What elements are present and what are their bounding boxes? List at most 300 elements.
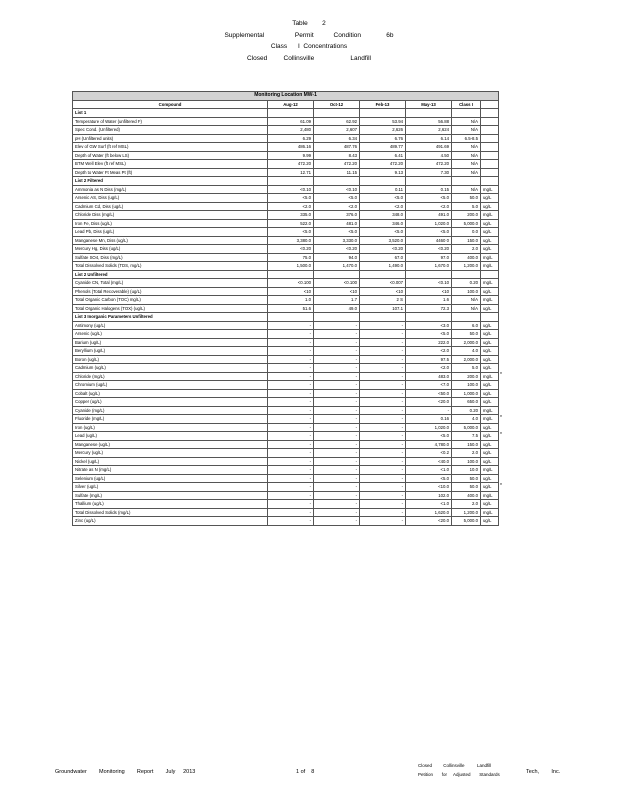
unit	[481, 126, 499, 135]
value-aug12: -	[268, 449, 314, 458]
table-row	[73, 457, 499, 466]
value-feb13: -	[360, 355, 406, 364]
compound-name: Iron (ug/L)	[73, 423, 268, 432]
compound-name: Boron (ug/L)	[73, 355, 268, 364]
value-aug12: 75.0	[268, 253, 314, 262]
title-line-1: Table 2	[292, 20, 326, 27]
unit: mg/L	[481, 262, 499, 271]
compound-name: Chloride (mg/L)	[73, 372, 268, 381]
value-aug12: <0.10	[268, 185, 314, 194]
compound-name: Depth to Water Ft Meas Pt (ft)	[73, 168, 268, 177]
value-aug12: -	[268, 330, 314, 339]
table-row	[73, 228, 499, 237]
value-oct12: 1.7	[314, 296, 360, 305]
compound-name: Antimony (ug/L)	[73, 321, 268, 330]
section-label: List 1	[73, 109, 268, 118]
unit: mg/L	[481, 296, 499, 305]
class-standard: 50.0	[452, 474, 481, 483]
value-may13: 97.5	[406, 355, 452, 364]
value-oct12: -	[314, 347, 360, 356]
value-aug12: -	[268, 491, 314, 500]
value-oct12: -	[314, 474, 360, 483]
value-feb13: -	[360, 364, 406, 373]
table-row	[73, 236, 499, 245]
compound-name: Manganese (ug/L)	[73, 440, 268, 449]
unit: mg/L	[481, 211, 499, 220]
unit	[481, 143, 499, 152]
class-standard: N/A	[452, 160, 481, 169]
value-aug12: -	[268, 517, 314, 526]
unit: ug/L	[481, 228, 499, 237]
value-oct12: 6.34	[314, 134, 360, 143]
value-oct12: -	[314, 466, 360, 475]
value-feb13: 348.0	[360, 211, 406, 220]
class-standard: 2.0	[452, 449, 481, 458]
compound-name: Mercury (ug/L)	[73, 449, 268, 458]
table-row	[73, 245, 499, 254]
value-may13: <5.0	[406, 432, 452, 441]
table-row	[73, 321, 499, 330]
value-may13: <20.0	[406, 517, 452, 526]
compound-name: Total Dissolved Solids (TDS, mg/L)	[73, 262, 268, 271]
compound-name: Total Organic Carbon (TOC) mg/L)	[73, 296, 268, 305]
value-may13: 0.15	[406, 185, 452, 194]
unit: ug/L	[481, 449, 499, 458]
compound-name: Total Dissolved Solids (mg/L)	[73, 508, 268, 517]
empty-cell	[360, 270, 406, 279]
value-may13: <0.2	[406, 449, 452, 458]
compound-name: Arsenic (ug/L)	[73, 330, 268, 339]
value-feb13: -	[360, 372, 406, 381]
class-standard: 150.0	[452, 440, 481, 449]
table-row	[73, 440, 499, 449]
value-aug12: -	[268, 508, 314, 517]
compound-name: Selenium (ug/L)	[73, 474, 268, 483]
footnote-asterisk: *	[500, 431, 502, 438]
value-may13: <0.10	[406, 279, 452, 288]
compound-name: Elev of GW Surf (ft ref MSL)	[73, 143, 268, 152]
table-row	[73, 211, 499, 220]
class-standard: 150.0	[452, 236, 481, 245]
value-may13: 6.14	[406, 134, 452, 143]
value-aug12: -	[268, 338, 314, 347]
table-row	[73, 160, 499, 169]
footnote-asterisk: *	[500, 414, 502, 421]
value-feb13: -	[360, 508, 406, 517]
value-oct12: <2.0	[314, 202, 360, 211]
compound-name: Arsenic AS, Diss (ug/L)	[73, 194, 268, 203]
value-may13: <5.0	[406, 194, 452, 203]
col-header-oct12: Oct-12	[314, 100, 360, 109]
value-oct12: <5.0	[314, 228, 360, 237]
col-header-aug12: Aug-12	[268, 100, 314, 109]
value-aug12: <5.0	[268, 194, 314, 203]
value-oct12: -	[314, 406, 360, 415]
table-row	[73, 287, 499, 296]
table-row	[73, 355, 499, 364]
empty-cell	[481, 270, 499, 279]
monitoring-location-banner: Monitoring Location MW-1	[73, 92, 499, 101]
unit: mg/L	[481, 372, 499, 381]
value-aug12: <0.20	[268, 245, 314, 254]
value-oct12: -	[314, 449, 360, 458]
footer-petition: Petition for Adjusted Standards	[418, 772, 500, 777]
value-may13: 7.30	[406, 168, 452, 177]
compound-name: Spec Cond. (Unfiltered)	[73, 126, 268, 135]
table-row	[73, 466, 499, 475]
unit: mg/L	[481, 185, 499, 194]
value-feb13: -	[360, 457, 406, 466]
class-standard: 5,000.0	[452, 517, 481, 526]
value-aug12: 486.16	[268, 143, 314, 152]
value-feb13: <10	[360, 287, 406, 296]
title-line-4: Closed Collinsville Landfill	[247, 54, 371, 62]
value-may13: 1,670.0	[406, 262, 452, 271]
class-standard: 4.0	[452, 415, 481, 424]
class-standard: N/A	[452, 168, 481, 177]
value-feb13: 9.13	[360, 168, 406, 177]
unit: ug/L	[481, 347, 499, 356]
compound-name: Iron Fe, Diss (ug/L)	[73, 219, 268, 228]
empty-cell	[406, 177, 452, 186]
compound-name: Silver (ug/L)	[73, 483, 268, 492]
value-may13: 483.0	[406, 372, 452, 381]
value-aug12: -	[268, 415, 314, 424]
value-may13: <40.0	[406, 457, 452, 466]
empty-cell	[452, 109, 481, 118]
value-aug12: 522.0	[268, 219, 314, 228]
footer-company: Tech, Inc.	[526, 769, 561, 775]
table-row	[73, 372, 499, 381]
compound-name: Sulfate SO4, Diss (mg/L)	[73, 253, 268, 262]
footer-page-number: 1 of 8	[296, 769, 315, 775]
value-aug12: 3,380.0	[268, 236, 314, 245]
class-standard: 0.20	[452, 406, 481, 415]
value-feb13: <5.0	[360, 194, 406, 203]
class-standard: 50.0	[452, 483, 481, 492]
table-row	[73, 126, 499, 135]
unit: mg/L	[481, 406, 499, 415]
value-feb13: 53.94	[360, 117, 406, 126]
empty-cell	[268, 270, 314, 279]
unit: ug/L	[481, 500, 499, 509]
value-may13: <5.0	[406, 228, 452, 237]
compound-name: Mercury Hg, Diss (ug/L)	[73, 245, 268, 254]
compound-name: Cobalt (ug/L)	[73, 389, 268, 398]
unit: ug/L	[481, 287, 499, 296]
value-oct12: -	[314, 457, 360, 466]
compound-name: Cadmium Cd, Diss (ug/L)	[73, 202, 268, 211]
table-row	[73, 483, 499, 492]
value-may13: 4,780.0	[406, 440, 452, 449]
unit: ug/L	[481, 304, 499, 313]
empty-cell	[452, 313, 481, 322]
table-row	[73, 491, 499, 500]
unit: mg/L	[481, 415, 499, 424]
value-aug12: -	[268, 483, 314, 492]
value-feb13: 107.1	[360, 304, 406, 313]
value-may13: 72.3	[406, 304, 452, 313]
unit: ug/L	[481, 219, 499, 228]
value-aug12: -	[268, 321, 314, 330]
compound-name: Zinc (ug/L)	[73, 517, 268, 526]
class-standard: 6.0	[452, 321, 481, 330]
section-row	[73, 177, 499, 186]
value-feb13: -	[360, 517, 406, 526]
value-feb13: -	[360, 389, 406, 398]
value-feb13: 6.76	[360, 134, 406, 143]
class-standard: N/A	[452, 296, 481, 305]
value-feb13: -	[360, 500, 406, 509]
empty-cell	[452, 177, 481, 186]
value-aug12: -	[268, 423, 314, 432]
value-may13: <2.0	[406, 347, 452, 356]
class-standard: 5,000.0	[452, 219, 481, 228]
compound-name: BTM Well Elev (ft ref MSL)	[73, 160, 268, 169]
compound-name: Sulfate (mg/L)	[73, 491, 268, 500]
compound-name: Lead Pb, Diss (ug/L)	[73, 228, 268, 237]
value-feb13: 489.77	[360, 143, 406, 152]
unit: ug/L	[481, 432, 499, 441]
value-may13: 4460 0	[406, 236, 452, 245]
table-row	[73, 338, 499, 347]
col-header-class: Class I	[452, 100, 481, 109]
col-header-feb13: Feb-13	[360, 100, 406, 109]
value-aug12: <2.0	[268, 202, 314, 211]
value-feb13: -	[360, 347, 406, 356]
value-feb13: -	[360, 474, 406, 483]
table-row	[73, 330, 499, 339]
table-row	[73, 219, 499, 228]
value-may13: <7.0	[406, 381, 452, 390]
compound-name: Cadmium (ug/L)	[73, 364, 268, 373]
value-oct12: <5.0	[314, 194, 360, 203]
value-aug12: 1.0	[268, 296, 314, 305]
unit: ug/L	[481, 381, 499, 390]
value-feb13: 1,490.0	[360, 262, 406, 271]
header-row	[73, 100, 499, 109]
value-aug12: <10	[268, 287, 314, 296]
class-standard: N/A	[452, 143, 481, 152]
section-label: List 3 Inorganic Parameters Unfiltered	[73, 313, 268, 322]
compound-name: Chloride Diss (mg/L)	[73, 211, 268, 220]
value-oct12: 62.92	[314, 117, 360, 126]
empty-cell	[452, 270, 481, 279]
class-standard: N/A	[452, 126, 481, 135]
value-aug12: -	[268, 389, 314, 398]
table-row	[73, 262, 499, 271]
unit: mg/L	[481, 253, 499, 262]
unit: ug/L	[481, 423, 499, 432]
empty-cell	[360, 313, 406, 322]
value-oct12: -	[314, 508, 360, 517]
unit: ug/L	[481, 517, 499, 526]
section-row	[73, 270, 499, 279]
value-oct12: -	[314, 372, 360, 381]
value-oct12: -	[314, 423, 360, 432]
value-oct12: -	[314, 381, 360, 390]
unit	[481, 151, 499, 160]
value-oct12: <0.100	[314, 279, 360, 288]
empty-cell	[268, 177, 314, 186]
value-oct12: <0.10	[314, 185, 360, 194]
value-may13: <50.0	[406, 389, 452, 398]
unit	[481, 168, 499, 177]
footer-site-name: Closed Collinsville Landfill	[418, 763, 492, 768]
class-standard: 0.0	[452, 228, 481, 237]
value-aug12: -	[268, 347, 314, 356]
unit: ug/L	[481, 440, 499, 449]
value-aug12: 2,480	[268, 126, 314, 135]
class-standard: 1,200.0	[452, 262, 481, 271]
table-row	[73, 202, 499, 211]
table-row	[73, 253, 499, 262]
compound-name: Beryllium (ug/L)	[73, 347, 268, 356]
empty-cell	[314, 177, 360, 186]
class-standard: 2.0	[452, 500, 481, 509]
value-may13: <5.0	[406, 330, 452, 339]
section-row	[73, 313, 499, 322]
value-oct12: <0.20	[314, 245, 360, 254]
class-standard: 400.0	[452, 253, 481, 262]
compound-name: Temperature of Water (unfiltered F)	[73, 117, 268, 126]
value-may13: 0.16	[406, 415, 452, 424]
banner-row	[73, 92, 499, 101]
value-feb13: -	[360, 491, 406, 500]
empty-cell	[360, 109, 406, 118]
value-aug12: -	[268, 500, 314, 509]
value-feb13: 2 S	[360, 296, 406, 305]
value-may13: <10	[406, 287, 452, 296]
value-oct12: -	[314, 330, 360, 339]
compound-name: Fluoride (mg/L)	[73, 415, 268, 424]
section-label: List 2 Filtered	[73, 177, 268, 186]
value-may13: <5.0	[406, 474, 452, 483]
value-aug12: 1,500.0	[268, 262, 314, 271]
value-oct12: -	[314, 364, 360, 373]
footnote-asterisk: *	[500, 482, 502, 489]
compound-name: Cyanide CN, Total (mg/L)	[73, 279, 268, 288]
class-standard: 50.0	[452, 330, 481, 339]
col-header-compound: Compound	[73, 100, 268, 109]
table-row	[73, 406, 499, 415]
value-aug12: -	[268, 372, 314, 381]
value-feb13: 2,626	[360, 126, 406, 135]
table-row	[73, 508, 499, 517]
value-aug12: 51.6	[268, 304, 314, 313]
value-oct12: 1,470.0	[314, 262, 360, 271]
value-aug12: 335.0	[268, 211, 314, 220]
unit: ug/L	[481, 245, 499, 254]
unit: ug/L	[481, 202, 499, 211]
compound-name: Lead (ug/L)	[73, 432, 268, 441]
compound-name: Nitrate as N (mg/L)	[73, 466, 268, 475]
empty-cell	[406, 313, 452, 322]
empty-cell	[268, 313, 314, 322]
compound-name: Barium (ug/L)	[73, 338, 268, 347]
value-oct12: -	[314, 440, 360, 449]
compound-name: Total Organic Halogens (TOX) (ug/L)	[73, 304, 268, 313]
value-oct12: 487.76	[314, 143, 360, 152]
footnote-asterisk: *	[500, 372, 502, 378]
section-row	[73, 109, 499, 118]
unit: ug/L	[481, 194, 499, 203]
value-feb13: -	[360, 423, 406, 432]
value-oct12: 8.43	[314, 151, 360, 160]
title-line-3: Class I Concentrations	[270, 43, 348, 50]
compound-name: Thallium (ug/L)	[73, 500, 268, 509]
compound-name: Copper (ug/L)	[73, 398, 268, 407]
class-standard: N/A	[452, 304, 481, 313]
value-feb13: -	[360, 321, 406, 330]
unit: ug/L	[481, 389, 499, 398]
value-feb13: -	[360, 330, 406, 339]
value-may13: <0.20	[406, 245, 452, 254]
empty-cell	[481, 109, 499, 118]
value-oct12: -	[314, 491, 360, 500]
value-aug12: <5.0	[268, 228, 314, 237]
footer-report-name: Groundwater Monitoring Report July 2013	[55, 769, 196, 775]
class-standard: 6.5-8.5	[452, 134, 481, 143]
value-feb13: -	[360, 466, 406, 475]
value-oct12: 481.0	[314, 219, 360, 228]
table-row	[73, 517, 499, 526]
table-row	[73, 364, 499, 373]
value-feb13: -	[360, 432, 406, 441]
value-feb13: -	[360, 398, 406, 407]
table-row	[73, 500, 499, 509]
value-oct12: -	[314, 483, 360, 492]
value-may13: 472.20	[406, 160, 452, 169]
value-oct12: -	[314, 432, 360, 441]
data-table	[72, 91, 499, 526]
value-oct12: -	[314, 338, 360, 347]
value-may13: <10.0	[406, 483, 452, 492]
unit: ug/L	[481, 330, 499, 339]
class-standard: 650.0	[452, 398, 481, 407]
value-aug12: 472.20	[268, 160, 314, 169]
table-row	[73, 389, 499, 398]
class-standard: 2,000.0	[452, 355, 481, 364]
table-row	[73, 432, 499, 441]
compound-name: Nickel (ug/L)	[73, 457, 268, 466]
class-standard: 2.0	[452, 245, 481, 254]
value-feb13: 0.11	[360, 185, 406, 194]
value-oct12: -	[314, 517, 360, 526]
table-row	[73, 143, 499, 152]
value-may13: <3.0	[406, 321, 452, 330]
class-standard: 1,000.0	[452, 389, 481, 398]
class-standard: 10.0	[452, 466, 481, 475]
class-standard: N/A	[452, 185, 481, 194]
value-oct12: 2,607	[314, 126, 360, 135]
value-aug12: -	[268, 381, 314, 390]
value-aug12: -	[268, 355, 314, 364]
value-oct12: 11.15	[314, 168, 360, 177]
value-aug12: -	[268, 364, 314, 373]
value-may13: 102.0	[406, 491, 452, 500]
col-header-unit	[481, 100, 499, 109]
unit: ug/L	[481, 398, 499, 407]
title-line-2: Supplemental Permit Condition 6b	[224, 31, 394, 39]
value-may13: <1.0	[406, 500, 452, 509]
empty-cell	[481, 177, 499, 186]
value-feb13: -	[360, 483, 406, 492]
table-row	[73, 151, 499, 160]
value-may13: 491.0	[406, 211, 452, 220]
class-standard: 7.5	[452, 432, 481, 441]
unit	[481, 134, 499, 143]
